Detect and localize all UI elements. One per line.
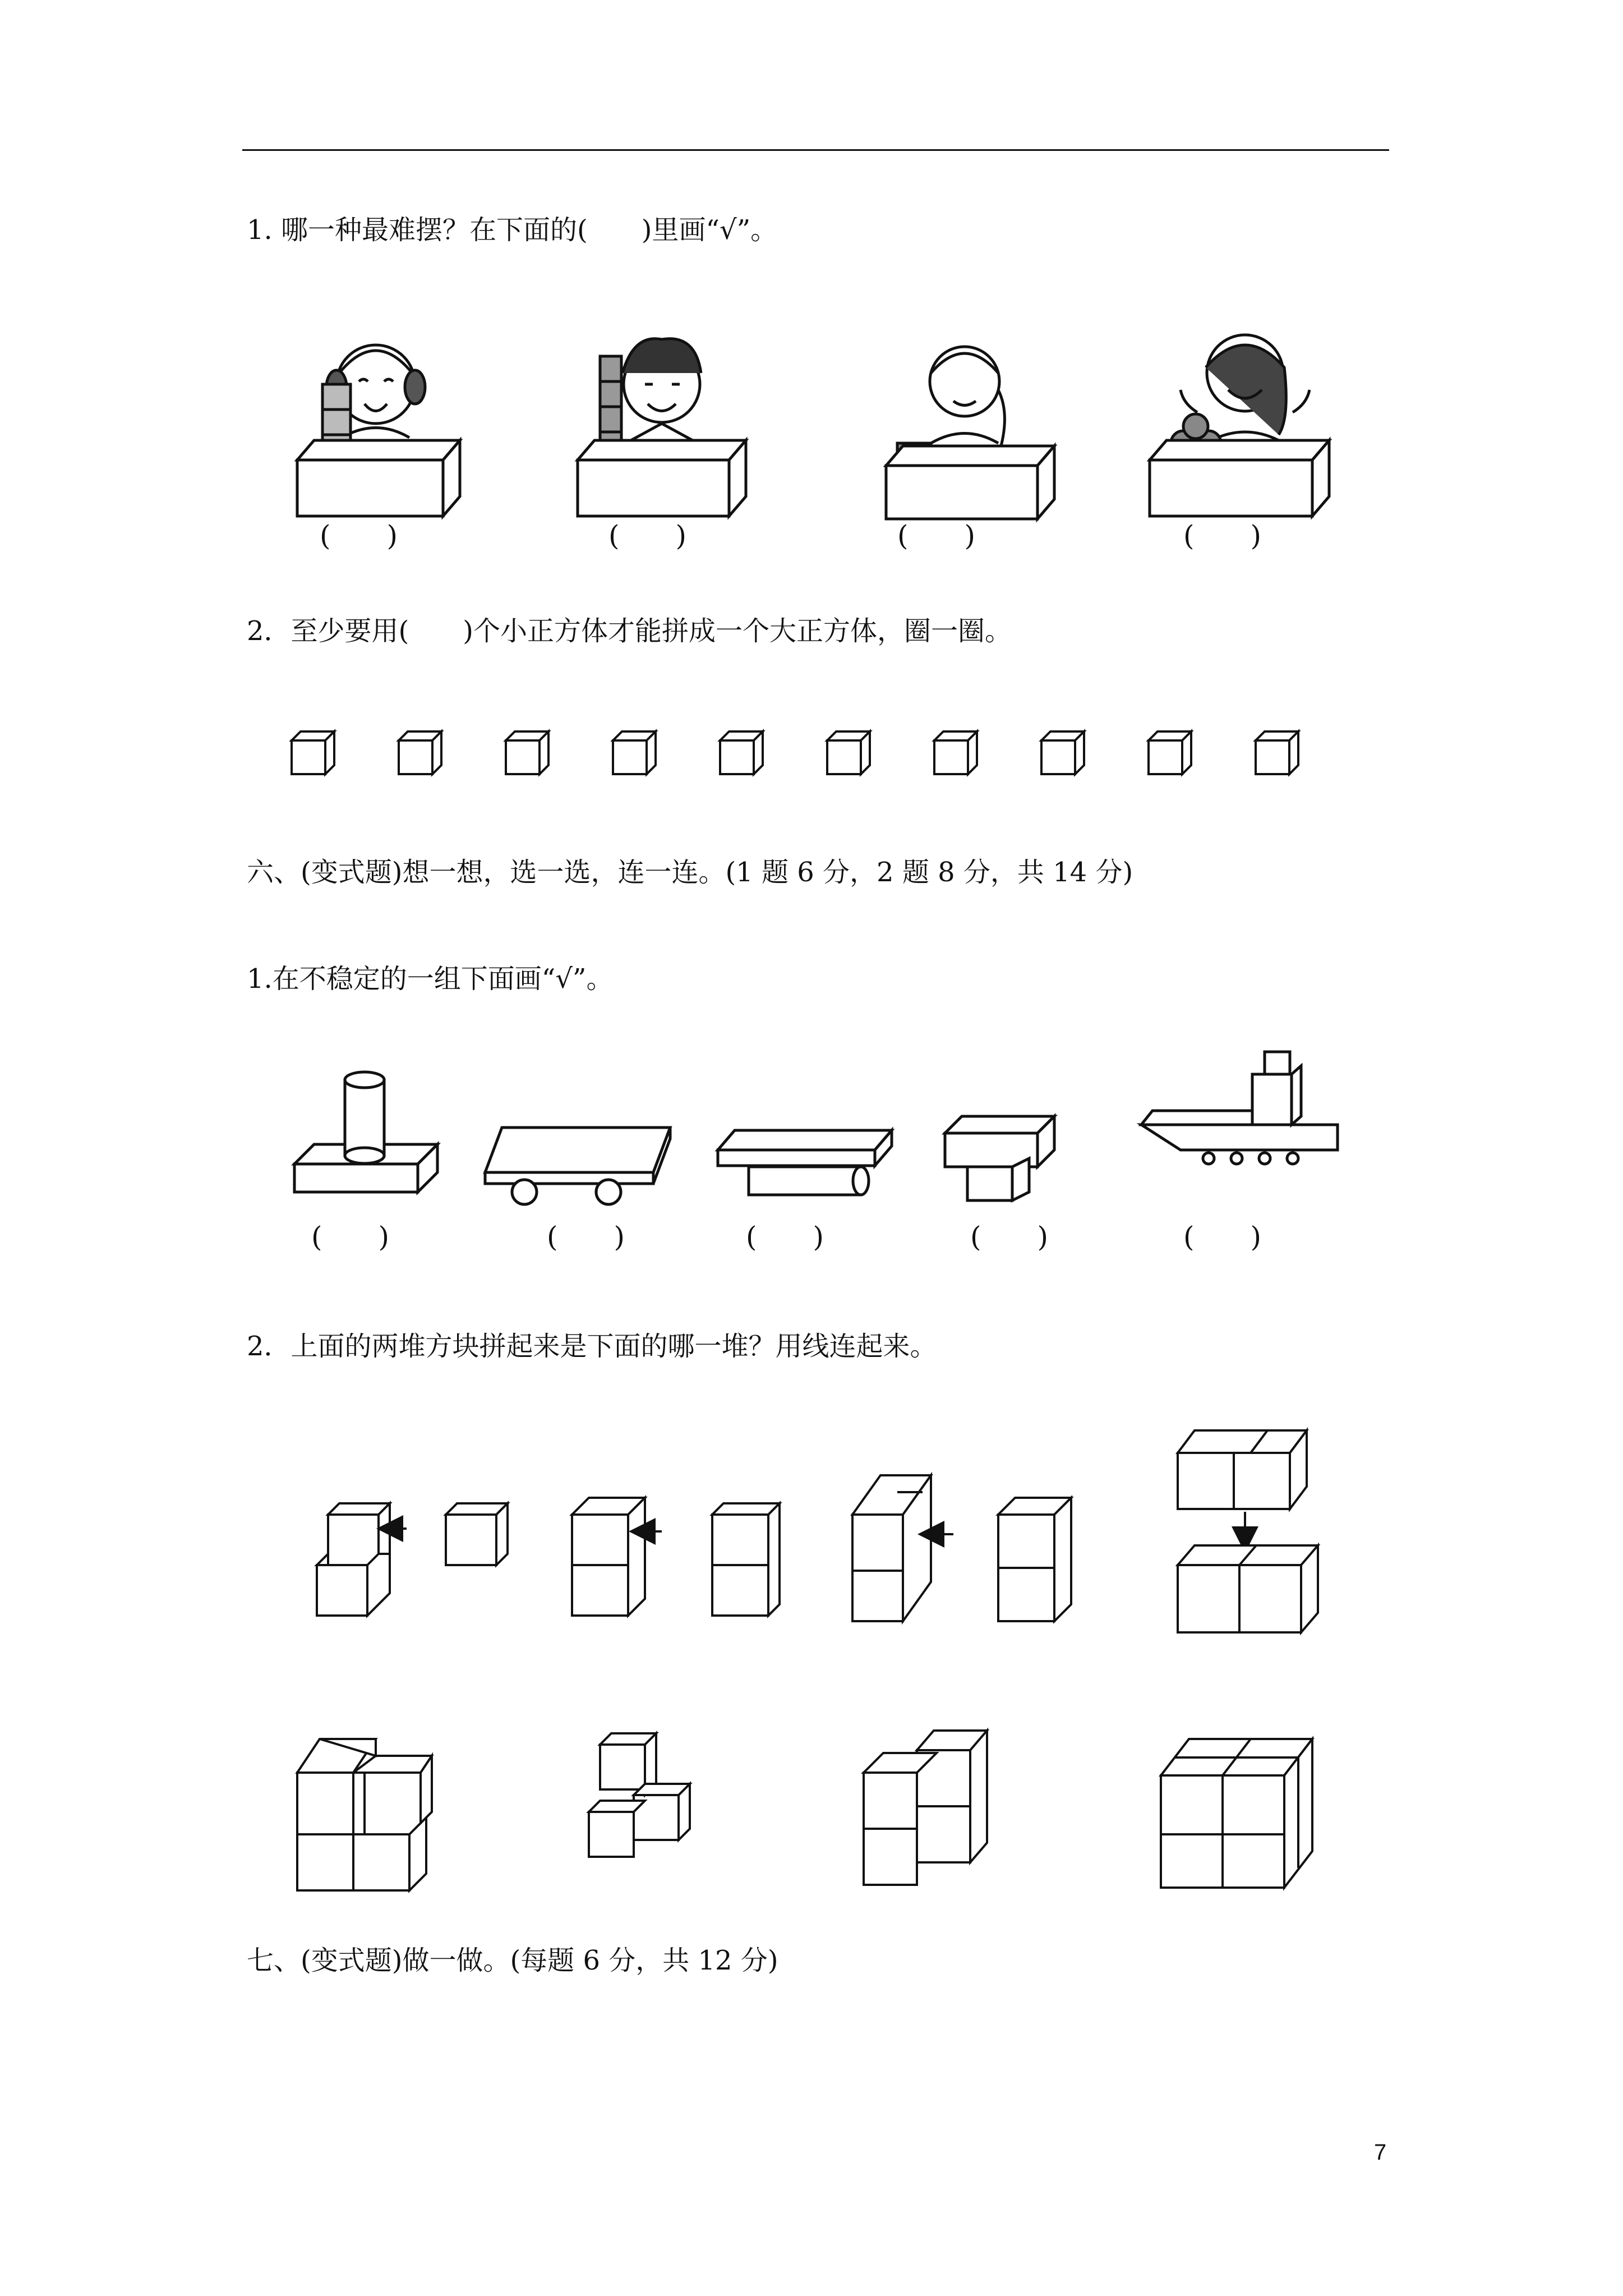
pile-3 [852, 1475, 1071, 1621]
small-cube[interactable] [399, 731, 441, 774]
small-cube[interactable] [1256, 731, 1298, 774]
bottom-block-piles[interactable] [286, 1700, 1363, 1915]
section-6-q1-text: 1.在不稳定的一组下面画“√”。 [247, 963, 614, 995]
question-2-text: 2．至少要用( )个小正方体才能拼成一个大正方体，圈一圈。 [247, 615, 1012, 647]
bottom-pile-c [864, 1731, 987, 1885]
section-6-q2-text: 2．上面的两堆方块拼起来是下面的哪一堆？用线连起来。 [247, 1331, 937, 1362]
stability-answer-2[interactable]: ( ) [547, 1221, 625, 1253]
boy-stacking-cylinders-illustration [566, 306, 757, 527]
stability-answer-5[interactable]: ( ) [1183, 1221, 1262, 1253]
block-on-small-cube-shape [945, 1116, 1054, 1200]
bottom-pile-d [1161, 1739, 1312, 1888]
pile-4 [1178, 1430, 1318, 1632]
small-cube[interactable] [292, 731, 334, 774]
cart-with-blocks-shape [1141, 1052, 1338, 1164]
small-cube[interactable] [1149, 731, 1191, 774]
page-number: 7 [1374, 2140, 1387, 2165]
pile-2 [572, 1498, 780, 1616]
small-cube[interactable] [720, 731, 763, 774]
small-cube[interactable] [613, 731, 656, 774]
answer-paren-1[interactable]: ( ) [320, 519, 398, 552]
small-cubes-row[interactable] [286, 724, 1324, 782]
answer-paren-2[interactable]: ( ) [608, 519, 687, 552]
pile-1 [317, 1503, 508, 1616]
stability-answer-3[interactable]: ( ) [746, 1221, 824, 1253]
answer-paren-3[interactable]: ( ) [897, 519, 976, 552]
answer-paren-4[interactable]: ( ) [1183, 519, 1262, 552]
section-7-heading: 七、(变式题)做一做。(每题 6 分，共 12 分) [247, 1945, 778, 1976]
board-on-balls-shape [485, 1128, 670, 1204]
bottom-pile-a [297, 1739, 432, 1890]
cylinder-on-slab-shape [294, 1072, 437, 1192]
stability-answer-4[interactable]: ( ) [970, 1221, 1049, 1253]
small-cube[interactable] [827, 731, 870, 774]
small-cube[interactable] [506, 731, 548, 774]
header-rule [242, 149, 1389, 151]
kid-stacking-cubes-illustration [280, 306, 471, 527]
girl-stacking-books-illustration [875, 306, 1066, 527]
top-block-piles [303, 1414, 1368, 1651]
small-cube[interactable] [934, 731, 977, 774]
small-cube[interactable] [1041, 731, 1084, 774]
question-1-text: 1. 哪一种最难摆？在下面的( )里画“√”。 [247, 214, 778, 246]
slab-on-cylinder-shape [718, 1130, 892, 1195]
section-6-heading: 六、(变式题)想一想，选一选，连一连。(1 题 6 分，2 题 8 分，共 14 分) [247, 857, 1133, 888]
girl-stacking-balls-illustration [1144, 306, 1346, 527]
bottom-pile-b [589, 1733, 690, 1857]
stability-answer-1[interactable]: ( ) [311, 1221, 390, 1253]
